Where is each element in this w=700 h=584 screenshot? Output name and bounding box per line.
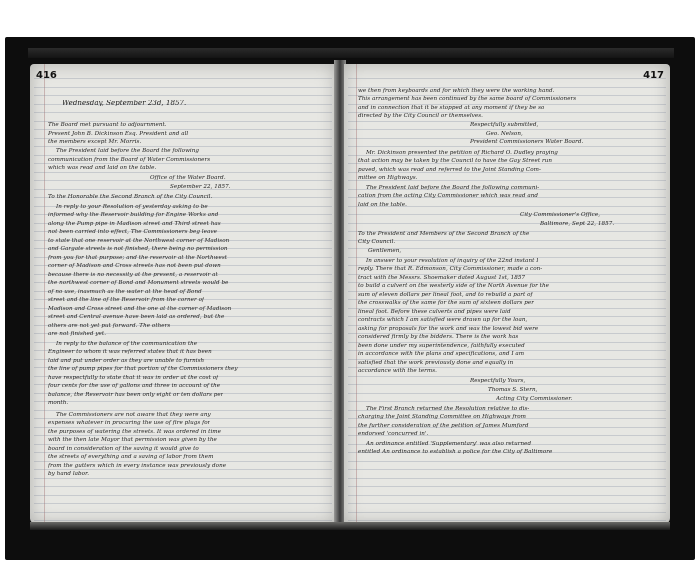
handwritten-line: the line of pump pipes for that portion of the Commissioners they bbox=[48, 366, 238, 372]
handwritten-line: the crosswalks of the same for the sum of sixteen dollars per bbox=[358, 300, 535, 306]
handwritten-line: In reply to the balance of the communication the bbox=[56, 341, 198, 347]
book-top-edge bbox=[28, 48, 674, 58]
handwritten-line: Respectfully Yours, bbox=[470, 378, 526, 384]
handwritten-line: Office of the Water Board. bbox=[150, 175, 226, 181]
handwritten-line: to build a culvert on the westerly side of the North Avenue for the bbox=[358, 283, 549, 289]
handwritten-line: mittee on Highways. bbox=[358, 175, 418, 181]
ruled-line bbox=[34, 172, 332, 173]
handwritten-line: The President laid before the Board the following bbox=[56, 148, 200, 154]
handwritten-line: of no use, inasmuch as the water at the head of Bond bbox=[48, 289, 202, 295]
handwritten-line: entitled An ordinance to establish a police for the City of Baltimore bbox=[358, 449, 553, 455]
handwritten-line: Thomas S. Stern, bbox=[488, 387, 538, 393]
handwritten-line: from you for that purpose; and the reservoir at the Northwest bbox=[48, 255, 228, 261]
handwritten-line: expenses whatever in procuring the use of fire plugs for bbox=[48, 420, 211, 426]
handwritten-line: satisfied that the work previously done and equally in bbox=[358, 360, 514, 366]
ruled-line bbox=[34, 95, 332, 96]
handwritten-line: lineal foot. Before these culverts and pipes were laid bbox=[358, 309, 511, 315]
page-number-left: 416 bbox=[36, 70, 57, 81]
handwritten-line: asking for proposals for the work and was the lowest bid were bbox=[358, 326, 539, 332]
handwritten-line: President Commissioners Water Board. bbox=[470, 139, 584, 145]
ruled-line bbox=[34, 444, 332, 445]
handwritten-line: in accordance with the plans and specifications, and I am bbox=[358, 351, 525, 357]
handwritten-line: Engineer to whom it was referred states that it has been bbox=[48, 349, 212, 355]
handwritten-line: informed why the Reservoir building for Engine Works and bbox=[48, 212, 219, 218]
ruled-line bbox=[34, 87, 332, 88]
handwritten-line: City Commissioner's Office, bbox=[520, 212, 601, 218]
handwritten-line: laid and put under order as they are unable to furnish bbox=[48, 358, 205, 364]
handwritten-line: Respectfully submitted, bbox=[470, 122, 539, 128]
ruled-line bbox=[34, 401, 332, 402]
ruled-line bbox=[34, 427, 332, 428]
handwritten-line: to state that one reservoir at the Northwest corner of Madison bbox=[48, 238, 230, 244]
ruled-line bbox=[348, 384, 666, 385]
handwritten-line: communication from the Board of Water Commissioners bbox=[48, 157, 211, 163]
handwritten-line: An ordinance entitled 'Supplementary' was also returned bbox=[366, 441, 532, 447]
ruled-line bbox=[34, 112, 332, 113]
handwritten-line: street and the line of the Reservoir from the corner of bbox=[48, 297, 205, 303]
ruled-line bbox=[348, 240, 666, 241]
right-margin-rule bbox=[356, 64, 357, 524]
handwritten-line: that action may be taken by the Council to have the Gay Street run bbox=[358, 158, 553, 164]
handwritten-line: endorsed 'concurred in'. bbox=[358, 431, 429, 437]
ruled-line bbox=[34, 469, 332, 470]
handwritten-line: Baltimore, Sept 22, 1857. bbox=[540, 221, 615, 227]
handwritten-line: sum of eleven dollars per lineal foot, and to rebuild a part of bbox=[358, 292, 533, 298]
ruled-line bbox=[34, 418, 332, 419]
handwritten-line: City Council. bbox=[358, 239, 396, 245]
handwritten-line: contracts which I am satisfied were drawn up for the loan, bbox=[358, 317, 528, 323]
ruled-line bbox=[348, 214, 666, 215]
ruled-line bbox=[34, 512, 332, 513]
handwritten-line: the members except Mr. Morris. bbox=[48, 139, 142, 145]
ruled-line bbox=[34, 78, 332, 79]
handwritten-line: board in consideration of the saving it would give to bbox=[48, 446, 199, 452]
ruled-line bbox=[348, 129, 666, 130]
handwritten-line: Acting City Commissioner. bbox=[496, 396, 573, 402]
handwritten-line: the northwest corner of Bond and Monument streets would be bbox=[48, 280, 229, 286]
handwritten-line: paved, which was read and referred to the Joint Standing Com- bbox=[358, 167, 541, 173]
ruled-line bbox=[348, 146, 666, 147]
ruled-line bbox=[348, 486, 666, 487]
ruled-line bbox=[34, 155, 332, 156]
ruled-line bbox=[34, 146, 332, 147]
handwritten-line: The President laid before the Board the following communi- bbox=[366, 185, 540, 191]
ruled-line bbox=[34, 520, 332, 521]
ruled-line bbox=[348, 461, 666, 462]
handwritten-line: To the President and Members of the Second Branch of the bbox=[358, 231, 530, 237]
handwritten-line: we then from keyboards and for which they were the working hand. bbox=[358, 88, 555, 94]
ruled-line bbox=[348, 495, 666, 496]
handwritten-line: Present John B. Dickinson Esq. President and all bbox=[48, 131, 189, 137]
left-margin-rule bbox=[44, 64, 45, 524]
handwritten-line: not been carried into effect, The Commissioners beg leave bbox=[48, 229, 217, 235]
left-page bbox=[30, 64, 336, 524]
ruled-line bbox=[34, 495, 332, 496]
handwritten-line: reply. There that R. Edmonson, City Commissioner, made a con- bbox=[358, 266, 543, 272]
handwritten-line: others are not yet put forward. The others bbox=[48, 323, 171, 329]
handwritten-line: corner of Madison and Cross streets has not been put down bbox=[48, 263, 221, 269]
ruled-line bbox=[34, 129, 332, 130]
handwritten-line: September 22, 1857. bbox=[170, 184, 231, 190]
handwritten-line: In reply to your Resolution of yesterday asking to be bbox=[56, 204, 208, 210]
handwritten-line: directed by the City Council or themselves. bbox=[358, 113, 483, 119]
handwritten-line: cation from the acting City Commissioner which was read and bbox=[358, 193, 539, 199]
ruled-line bbox=[34, 461, 332, 462]
ruled-line bbox=[34, 163, 332, 164]
right-page bbox=[344, 64, 670, 524]
handwritten-line: balance, the Reservoir has been only eight or ten dollars per bbox=[48, 392, 224, 398]
handwritten-line: street and Central avenue have been laid as ordered, but the bbox=[48, 314, 225, 320]
ruled-line bbox=[348, 503, 666, 504]
ruled-line bbox=[34, 478, 332, 479]
ruled-line bbox=[34, 503, 332, 504]
handwritten-line: This arrangement has been continued by the same board of Commissioners bbox=[358, 96, 577, 102]
handwritten-line: the streets of everything and a saving of labor from them bbox=[48, 454, 214, 460]
handwritten-line: In answer to your resolution of inquiry of the 22nd instant I bbox=[366, 258, 539, 264]
ruled-line bbox=[34, 486, 332, 487]
handwritten-line: because there is no necessity at the present, a reservoir at bbox=[48, 272, 218, 278]
handwritten-line: been done under my superintendence, faithfully executed bbox=[358, 343, 525, 349]
handwritten-line: and in connection that it be stopped at any moment if they be so bbox=[358, 105, 545, 111]
book-bottom-edge bbox=[30, 522, 670, 530]
handwritten-line: are not finished yet. bbox=[48, 331, 107, 337]
ruled-line bbox=[34, 452, 332, 453]
handwritten-line: from the gutters which in every instance was previously done bbox=[48, 463, 227, 469]
handwritten-line: charging the Joint Standing Committee on Highways from bbox=[358, 414, 526, 420]
handwritten-line: and Gargate streets is not finished, there being no permission bbox=[48, 246, 228, 252]
page-number-right: 417 bbox=[643, 70, 664, 81]
handwritten-line: Geo. Nelson, bbox=[486, 131, 523, 137]
handwritten-line: Gentlemen, bbox=[368, 248, 402, 254]
ruled-line bbox=[348, 78, 666, 79]
handwritten-line: the further consideration of the petition of James Mumford bbox=[358, 423, 529, 429]
ruled-line bbox=[34, 435, 332, 436]
handwritten-line: have respectfully to state that it was in order at the cost of bbox=[48, 375, 219, 381]
handwritten-line: Madison and Cross street and the one at the corner of Madison bbox=[48, 306, 232, 312]
handwritten-line: month. bbox=[48, 400, 69, 406]
handwritten-line: along the Pump pipe in Madison street and Third street has bbox=[48, 221, 221, 227]
handwritten-line: the purposes of watering the streets. It was ordered in time bbox=[48, 429, 222, 435]
ruled-line bbox=[348, 512, 666, 513]
handwritten-line: Mr. Dickinson presented the petition of Richard O. Dudley praying bbox=[366, 150, 558, 156]
handwritten-line: which was read and laid on the table. bbox=[48, 165, 157, 171]
handwritten-line: The Board met pursuant to adjournment. bbox=[48, 122, 167, 128]
handwritten-line: four cents for the use of gallons and three in account of the bbox=[48, 383, 221, 389]
handwritten-line: The Commissioners are not aware that they were any bbox=[56, 412, 211, 418]
handwritten-line: considered firmly by the bidders. There is the work has bbox=[358, 334, 519, 340]
handwritten-line: The First Branch returned the Resolution relative to dis- bbox=[366, 406, 530, 412]
ruled-line bbox=[34, 410, 332, 411]
ruled-line bbox=[348, 469, 666, 470]
handwritten-line: with the then late Mayor that permission was given by the bbox=[48, 437, 217, 443]
handwritten-line: To the Honorable the Second Branch of the City Council. bbox=[48, 194, 213, 200]
ruled-line bbox=[348, 223, 666, 224]
ruled-line bbox=[348, 478, 666, 479]
ruled-line bbox=[348, 376, 666, 377]
handwritten-line: accordance with the terms. bbox=[358, 368, 438, 374]
handwritten-line: tract with the Messrs. Shoemaker dated August 1st, 1857 bbox=[358, 275, 526, 281]
handwritten-line: Wednesday, September 23d, 1857. bbox=[62, 100, 187, 106]
handwritten-line: laid on the table. bbox=[358, 202, 407, 208]
ruled-line bbox=[348, 520, 666, 521]
handwritten-line: by hand labor. bbox=[48, 471, 90, 477]
